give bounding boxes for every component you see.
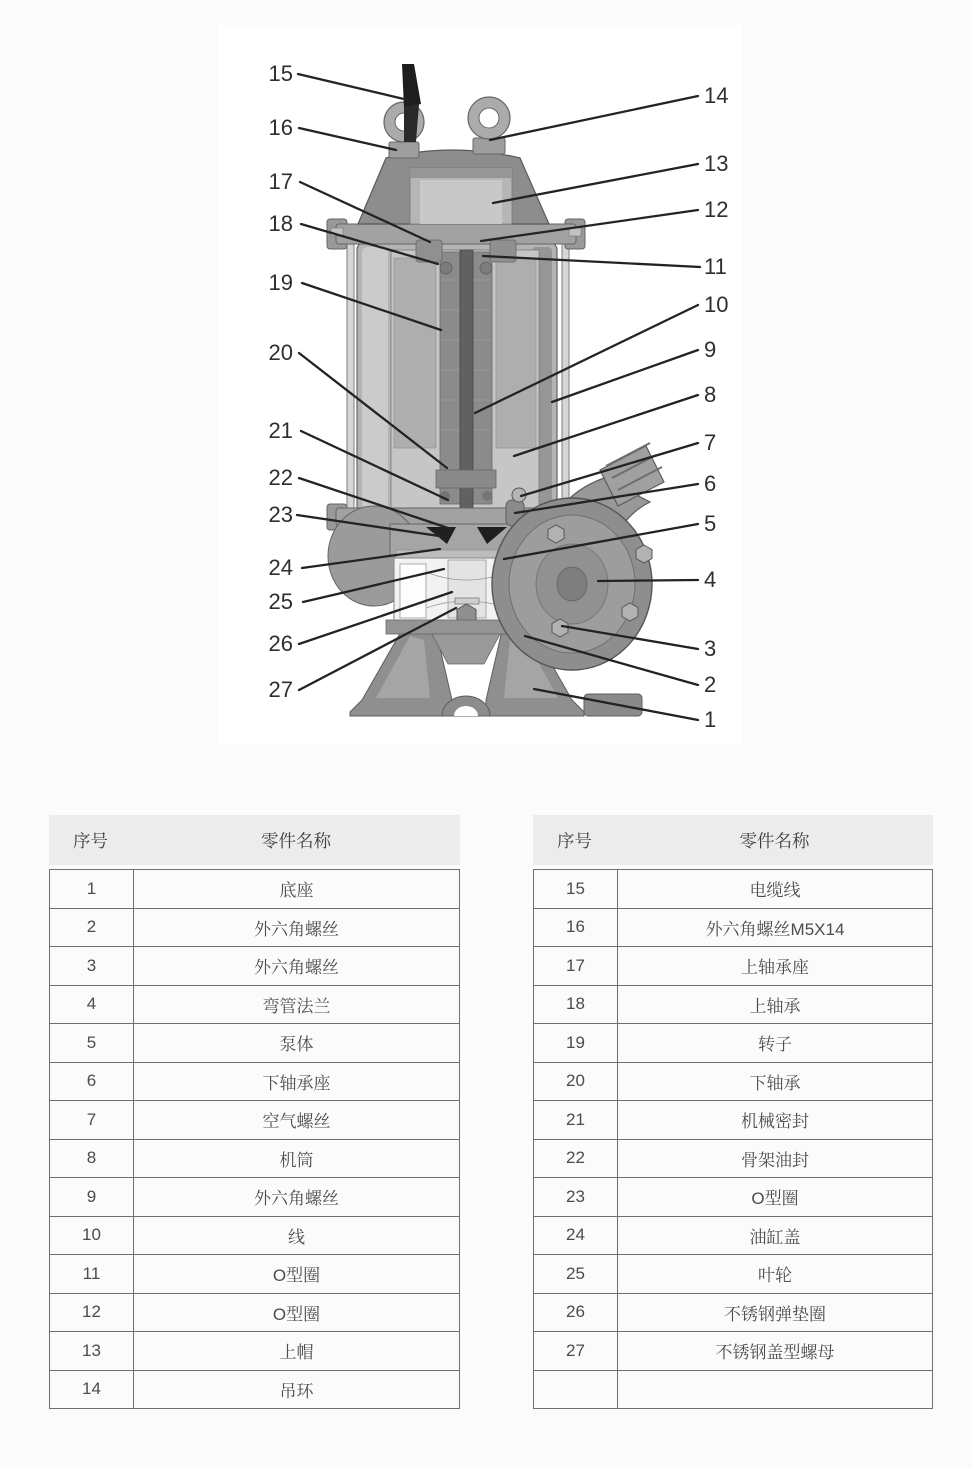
cell-part-name: 空气螺丝 [134, 1101, 460, 1140]
col-header-name: 零件名称 [261, 830, 331, 851]
parts-table-1 [49, 815, 460, 1409]
cap-rim [410, 168, 512, 178]
cell-part-no: 17 [534, 947, 618, 986]
o-ring [480, 262, 492, 274]
impeller-blade-left [400, 564, 426, 618]
eye-hole-right [479, 108, 499, 128]
parts-table-body [49, 869, 460, 1409]
top-flange [336, 224, 576, 244]
col-header-no: 序号 [557, 830, 592, 851]
cell-part-no: 1 [50, 870, 134, 909]
cell-part-name: O型圈 [618, 1178, 933, 1217]
callout-number-16: 16 [268, 115, 293, 140]
table-row [534, 1062, 933, 1101]
cell-part-name: 油缸盖 [618, 1216, 933, 1255]
table-row [50, 985, 460, 1024]
cell-part-name: 弯管法兰 [134, 985, 460, 1024]
callout-number-3: 3 [704, 636, 717, 661]
cell-part-name: 不锈钢弹垫圈 [618, 1293, 933, 1332]
cell-part-name: 外六角螺丝M5X14 [618, 908, 933, 947]
table-row [50, 1370, 460, 1409]
table-row [534, 1024, 933, 1063]
callout-number-25: 25 [268, 589, 293, 614]
cell-part-no: 26 [534, 1293, 618, 1332]
upper-bearing [440, 262, 452, 274]
cell-part-name: 下轴承座 [134, 1062, 460, 1101]
table-row [534, 1216, 933, 1255]
cell-part-no [534, 1370, 618, 1409]
callout-number-10: 10 [704, 292, 729, 317]
col-header-no: 序号 [73, 830, 108, 851]
cell-part-name: 下轴承 [618, 1062, 933, 1101]
stator-left [394, 258, 436, 448]
table-row [534, 1178, 933, 1217]
callout-number-2: 2 [704, 672, 717, 697]
table-row [50, 1024, 460, 1063]
callout-number-14: 14 [704, 83, 729, 108]
cell-part-no: 21 [534, 1101, 618, 1140]
volute-center [557, 567, 587, 601]
cell-part-name: 叶轮 [618, 1255, 933, 1294]
cell-part-no: 12 [50, 1293, 134, 1332]
callout-number-27: 27 [268, 677, 293, 702]
table-row [534, 1332, 933, 1371]
cell-part-no: 6 [50, 1062, 134, 1101]
table-row [50, 1293, 460, 1332]
cell-part-no: 11 [50, 1255, 134, 1294]
callout-number-26: 26 [268, 631, 293, 656]
callout-number-24: 24 [268, 555, 293, 580]
table-row [50, 870, 460, 909]
callout-number-21: 21 [268, 418, 293, 443]
callout-number-9: 9 [704, 337, 717, 362]
cell-part-no: 3 [50, 947, 134, 986]
cell-part-no: 22 [534, 1139, 618, 1178]
cell-part-name: 机筒 [134, 1139, 460, 1178]
table-row [50, 1139, 460, 1178]
cell-part-no: 10 [50, 1216, 134, 1255]
cell-part-name: 转子 [618, 1024, 933, 1063]
callout-number-15: 15 [268, 61, 293, 86]
cell-part-name: 上轴承座 [618, 947, 933, 986]
cell-part-no: 27 [534, 1332, 618, 1371]
cell-part-name: O型圈 [134, 1255, 460, 1294]
stator-right [496, 258, 536, 448]
mechanical-seal [482, 491, 492, 501]
table-row [50, 1178, 460, 1217]
table-header [49, 815, 460, 865]
callout-number-8: 8 [704, 382, 717, 407]
callout-number-12: 12 [704, 197, 729, 222]
callout-number-18: 18 [268, 211, 293, 236]
callout-number-7: 7 [704, 430, 717, 455]
cap-cavity [420, 180, 502, 224]
cell-part-name: O型圈 [134, 1293, 460, 1332]
cell-part-no: 7 [50, 1101, 134, 1140]
callout-number-13: 13 [704, 151, 729, 176]
table-row [534, 1139, 933, 1178]
cell-part-name: 上帽 [134, 1332, 460, 1371]
cell-part-name: 外六角螺丝 [134, 1178, 460, 1217]
table-row [534, 985, 933, 1024]
parts-table-2 [533, 815, 933, 1409]
cell-part-name: 不锈钢盖型螺母 [618, 1332, 933, 1371]
callout-number-5: 5 [704, 511, 717, 536]
cell-part-name: 泵体 [134, 1024, 460, 1063]
cell-part-no: 19 [534, 1024, 618, 1063]
guide-rod-left [347, 236, 354, 528]
parts-table-body [533, 869, 933, 1409]
table-row [534, 1101, 933, 1140]
cell-part-name: 外六角螺丝 [134, 908, 460, 947]
callout-number-19: 19 [268, 270, 293, 295]
cell-part-name: 机械密封 [618, 1101, 933, 1140]
table-row [50, 947, 460, 986]
cell-part-no: 16 [534, 908, 618, 947]
callout-number-11: 11 [704, 254, 727, 279]
table-header [533, 815, 933, 865]
table-row [534, 1255, 933, 1294]
cell-part-no: 23 [534, 1178, 618, 1217]
cell-part-no: 18 [534, 985, 618, 1024]
cell-part-no: 8 [50, 1139, 134, 1178]
table-row [534, 947, 933, 986]
cell-part-name [618, 1370, 933, 1409]
cell-part-name: 吊环 [134, 1370, 460, 1409]
cell-part-name: 底座 [134, 870, 460, 909]
table-row [50, 1255, 460, 1294]
callout-number-17: 17 [268, 169, 293, 194]
cell-part-no: 9 [50, 1178, 134, 1217]
callout-number-6: 6 [704, 471, 717, 496]
table-row [534, 1293, 933, 1332]
callout-number-20: 20 [268, 340, 293, 365]
table-row [50, 1101, 460, 1140]
cell-part-no: 5 [50, 1024, 134, 1063]
cell-part-no: 2 [50, 908, 134, 947]
callout-number-23: 23 [268, 502, 293, 527]
cell-part-name: 线 [134, 1216, 460, 1255]
callout-number-4: 4 [704, 567, 717, 592]
lower-bearing-seat [436, 470, 496, 488]
callout-number-22: 22 [268, 465, 293, 490]
table-row [50, 1216, 460, 1255]
cell-part-no: 20 [534, 1062, 618, 1101]
cell-part-no: 13 [50, 1332, 134, 1371]
cell-part-name: 电缆线 [618, 870, 933, 909]
cell-part-no: 14 [50, 1370, 134, 1409]
spring-washer [455, 598, 479, 604]
callout-number-1: 1 [704, 707, 717, 732]
cell-part-name: 上轴承 [618, 985, 933, 1024]
table-row [534, 1370, 933, 1409]
cell-part-no: 15 [534, 870, 618, 909]
table-row [50, 1332, 460, 1371]
cell-part-name: 外六角螺丝 [134, 947, 460, 986]
cell-part-no: 4 [50, 985, 134, 1024]
table-row [534, 870, 933, 909]
cell-part-no: 24 [534, 1216, 618, 1255]
table-row [50, 1062, 460, 1101]
cell-part-no: 25 [534, 1255, 618, 1294]
cell-part-name: 骨架油封 [618, 1139, 933, 1178]
leader-line-4 [598, 580, 698, 581]
upper-bearing-seat-right [490, 240, 516, 262]
table-row [50, 908, 460, 947]
table-row [534, 908, 933, 947]
col-header-name: 零件名称 [739, 830, 810, 851]
